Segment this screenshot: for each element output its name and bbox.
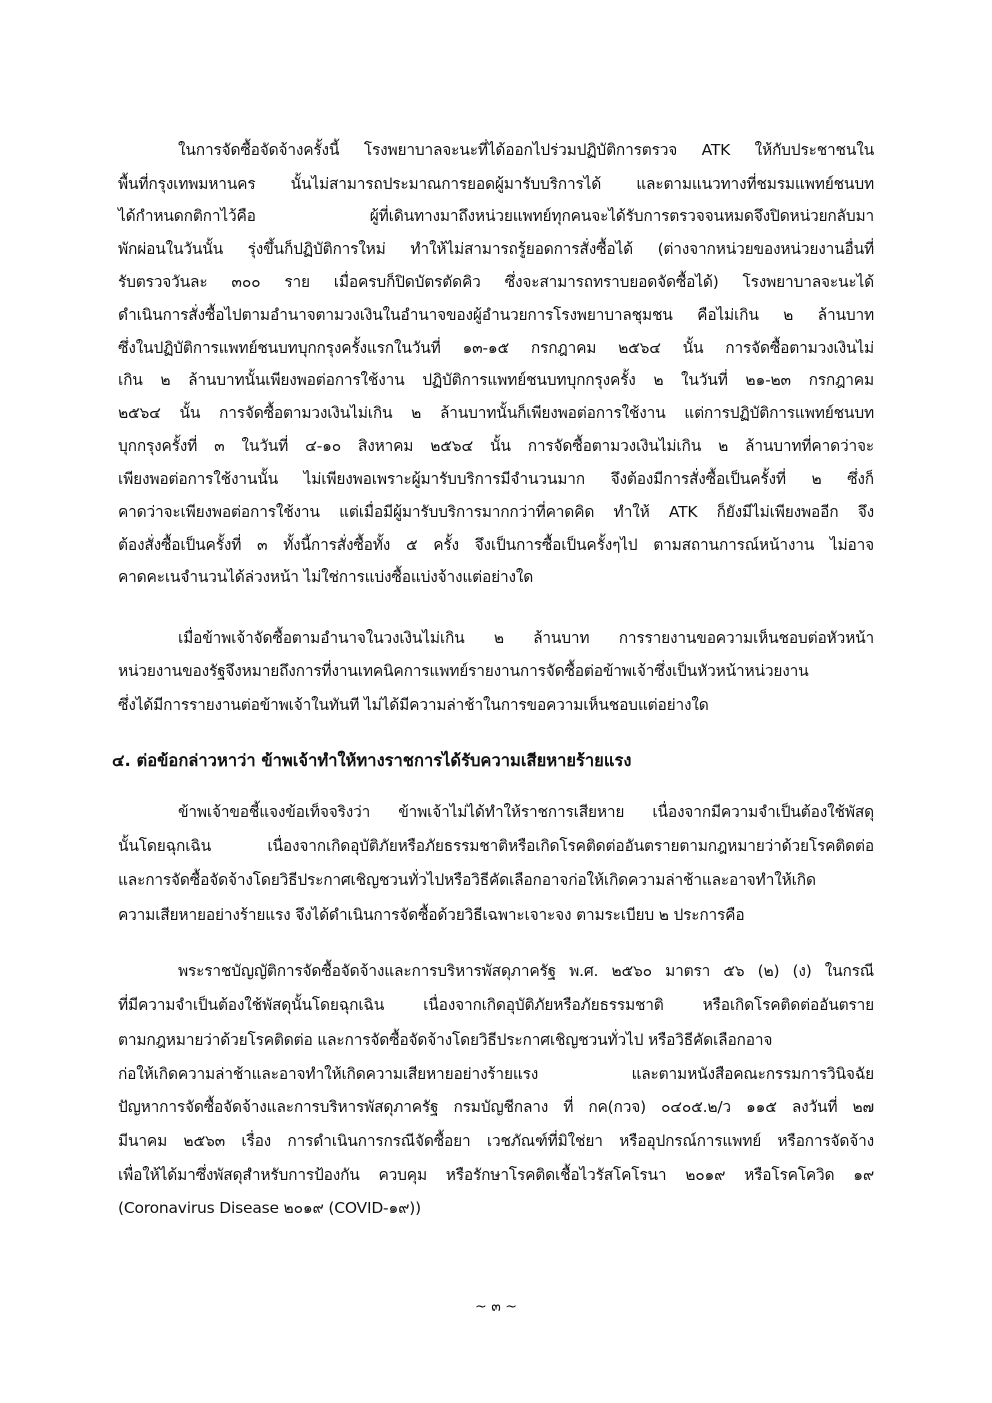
text-line: เกิน ๒ ล้านบาทนั้นเพียงพอต่อการใช้งาน ปฏิบัติการแพทย์ชนบทบุกกรุงครั้ง ๒ ในวันที่ ๒๑-๒๓ กรกฎาคม	[118, 371, 874, 389]
text-line: ที่มีความจำเป็นต้องใช้พัสดุนั้นโดยฉุกเฉิน เนื่องจากเกิดอุบัติภัยหรือภัยธรรมชาติ หรือเกิดโรคติดต่ออันตราย	[118, 996, 874, 1014]
text-line: ความเสียหายอย่างร้ายแรง จึงได้ดำเนินการจัดซื้อด้วยวิธีเฉพาะเจาะจง ตามระเบียบ ๒ ประการคือ	[118, 906, 745, 924]
text-line: ก่อให้เกิดความล่าช้าและอาจทำให้เกิดความเสียหายอย่างร้ายแรง และตามหนังสือคณะกรรมการวินิจฉัย	[118, 1065, 874, 1083]
text-line: หน่วยงานของรัฐจึงหมายถึงการที่งานเทคนิคการแพทย์รายงานการจัดซื้อต่อข้าพเจ้าซึ่งเป็นหัวหน้าหน่วยงาน	[118, 662, 809, 680]
text-line: ๒๕๖๔ นั้น การจัดซื้อตามวงเงินไม่เกิน ๒ ล้านบาทนั้นก็เพียงพอต่อการใช้งาน แต่การปฏิบัติการแพทย์ชนบท	[118, 404, 874, 422]
text-line: ในการจัดซื้อจัดจ้างครั้งนี้ โรงพยาบาลจะนะที่ได้ออกไปร่วมปฏิบัติการตรวจ ATK ให้กับประชาชนใน	[178, 141, 874, 159]
text-line: เมื่อข้าพเจ้าจัดซื้อตามอำนาจในวงเงินไม่เกิน ๒ ล้านบาท การรายงานขอความเห็นชอบต่อหัวหน้า	[178, 629, 874, 647]
text-line: เพียงพอต่อการใช้งานนั้น ไม่เพียงพอเพราะผู้มารับบริการมีจำนวนมาก จึงต้องมีการสั่งซื้อเป็นครั้งที่ ๒ ซึ่งก็	[118, 470, 874, 488]
text-line: เพื่อให้ได้มาซึ่งพัสดุสำหรับการป้องกัน ควบคุม หรือรักษาโรคติดเชื้อไวรัสโคโรนา ๒๐๑๙ หรือโรคโควิด ๑๙	[118, 1166, 874, 1184]
text-line: มีนาคม ๒๕๖๓ เรื่อง การดำเนินการกรณีจัดซื้อยา เวชภัณฑ์ที่มิใช่ยา หรืออุปกรณ์การแพทย์ หรือการจัดจ้าง	[118, 1132, 874, 1150]
text-line: ซึ่งในปฏิบัติการแพทย์ชนบทบุกกรุงครั้งแรกในวันที่ ๑๓-๑๕ กรกฎาคม ๒๕๖๔ นั้น การจัดซื้อตามวงเงินไม่	[118, 339, 874, 357]
text-line: พระราชบัญญัติการจัดซื้อจัดจ้างและการบริหารพัสดุภาครัฐ พ.ศ. ๒๕๖๐ มาตรา ๕๖ (๒) (ง) ในกรณี	[178, 962, 874, 980]
text-line: ตามกฎหมายว่าด้วยโรคติดต่อ และการจัดซื้อจัดจ้างโดยวิธีประกาศเชิญชวนทั่วไป หรือวิธีคัดเลือกอาจ	[118, 1031, 773, 1049]
text-line: ซึ่งได้มีการรายงานต่อข้าพเจ้าในทันที ไม่ได้มีความล่าช้าในการขอความเห็นชอบแต่อย่างใด	[118, 696, 709, 714]
text-line: และการจัดซื้อจัดจ้างโดยวิธีประกาศเชิญชวนทั่วไปหรือวิธีคัดเลือกอาจก่อให้เกิดความล่าช้าและอาจทำให้เกิด	[118, 871, 816, 889]
section-heading: ๔. ต่อข้อกล่าวหาว่า ข้าพเจ้าทำให้ทางราชการได้รับความเสียหายร้ายแรง	[112, 751, 632, 770]
text-line: ดำเนินการสั่งซื้อไปตามอำนาจตามวงเงินในอำนาจของผู้อำนวยการโรงพยาบาลชุมชน คือไม่เกิน ๒ ล้านบาท	[118, 306, 874, 324]
text-line: รับตรวจวันละ ๓๐๐ ราย เมื่อครบก็ปิดบัตรตัดคิว ซึ่งจะสามารถทราบยอดจัดซื้อได้) โรงพยาบาลจะนะได้	[118, 273, 874, 291]
text-line: พื้นที่กรุงเทพมหานคร นั้นไม่สามารถประมาณการยอดผู้มารับบริการได้ และตามแนวทางที่ชมรมแพทย์ชนบท	[118, 175, 874, 193]
text-line: (Coronavirus Disease ๒๐๑๙ (COVID-๑๙))	[118, 1199, 421, 1217]
text-line: ได้กำหนดกติกาไว้คือ ผู้ที่เดินทางมาถึงหน่วยแพทย์ทุกคนจะได้รับการตรวจจนหมดจึงปิดหน่วยกลับมา	[118, 207, 874, 225]
text-line: ต้องสั่งซื้อเป็นครั้งที่ ๓ ทั้งนี้การสั่งซื้อทั้ง ๕ ครั้ง จึงเป็นการซื้อเป็นครั้งๆไป ตามสถานการณ์หน้างาน ไม่อาจ	[118, 536, 874, 554]
text-line: คาดคะเนจำนวนได้ล่วงหน้า ไม่ใช่การแบ่งซื้อแบ่งจ้างแต่อย่างใด	[118, 568, 534, 586]
text-line: บุกกรุงครั้งที่ ๓ ในวันที่ ๔-๑๐ สิงหาคม ๒๕๖๔ นั้น การจัดซื้อตามวงเงินไม่เกิน ๒ ล้านบาทที่คาดว่าจะ	[118, 437, 874, 455]
text-line: พักผ่อนในวันนั้น รุ่งขึ้นก็ปฏิบัติการใหม่ ทำให้ไม่สามารถรู้ยอดการสั่งซื้อได้ (ต่างจากหน่วยของหน่วยงานอื่นที่	[118, 240, 874, 258]
page-number: ~ ๓ ~	[475, 1299, 517, 1315]
text-line: นั้นโดยฉุกเฉิน เนื่องจากเกิดอุบัติภัยหรือภัยธรรมชาติหรือเกิดโรคติดต่ออันตรายตามกฎหมายว่าด้วยโรคติดต่อ	[118, 837, 874, 855]
text-line: ปัญหาการจัดซื้อจัดจ้างและการบริหารพัสดุภาครัฐ กรมบัญชีกลาง ที่ กค(กวจ) ๐๔๐๕.๒/ว ๑๑๕ ลงวันที่ ๒๗	[118, 1098, 874, 1116]
text-line: ข้าพเจ้าขอชี้แจงข้อเท็จจริงว่า ข้าพเจ้าไม่ได้ทำให้ราชการเสียหาย เนื่องจากมีความจำเป็นต้องใช้พัสดุ	[178, 803, 874, 821]
text-line: คาดว่าจะเพียงพอต่อการใช้งาน แต่เมื่อมีผู้มารับบริการมากกว่าที่คาดคิด ทำให้ ATK ก็ยังมีไม่เพียงพออีก จึง	[118, 503, 874, 521]
